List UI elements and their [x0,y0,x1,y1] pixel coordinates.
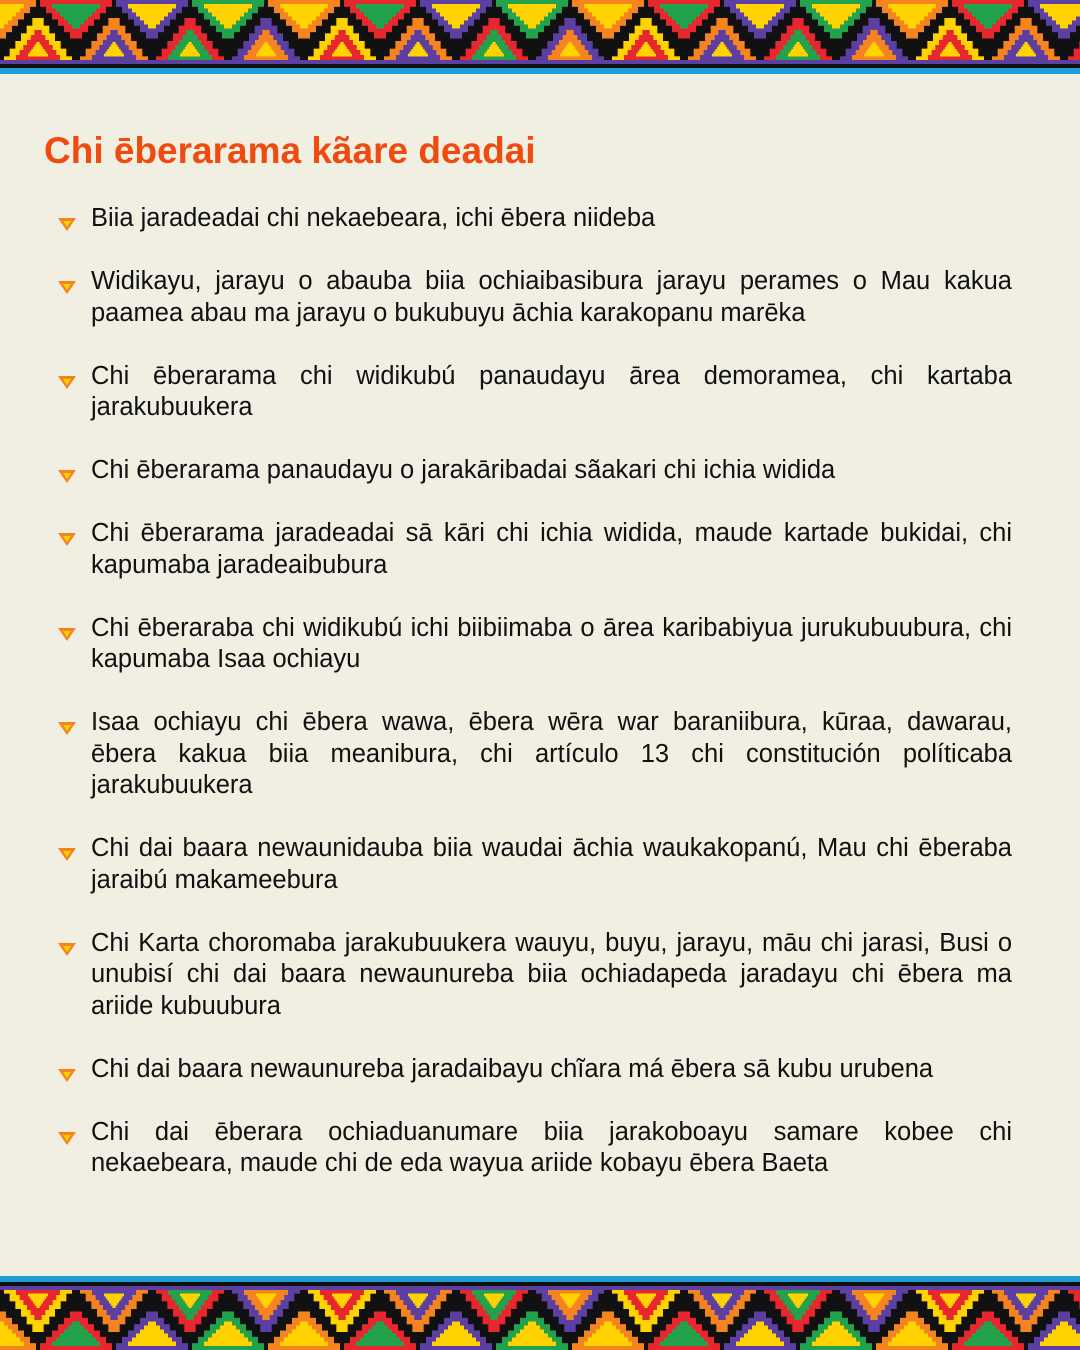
list-item-text: Chi ēberarama jaradeadai sā kāri chi ichia widida, maude kartade bukidai, chi kapumaba jaradeaibubura [91,519,1012,579]
list-item-text: Biia jaradeadai chi nekaebeara, ichi ēbera niideba [91,204,656,232]
triangle-bullet-icon [57,713,77,729]
list-item-text: Chi dai ēberara ochiaduanumare biia jarakoboayu samare kobee chi nekaebeara, maude chi de eda wayua ariide kobayu ēbera Baeta [91,1117,1012,1177]
list-item [56,455,1012,487]
list-item [56,266,1012,329]
page-title: Chi ēberarama kãare deadai [44,130,536,171]
triangle-bullet-icon [57,1123,77,1139]
list-item [56,707,1012,802]
list-item-text: Chi Karta choromaba jarakubuukera wauyu, buyu, jarayu, māu chi jarasi, Busi o unubisí chi dai baara newaunureba biia ochiadapeda jaradayu chi ēbera ma ariide kubuubura [91,928,1012,1020]
top-decorative-border [0,0,1080,80]
list-item [56,518,1012,581]
list-item [56,613,1012,676]
list-item [56,1054,1012,1086]
triangle-bullet-icon [57,839,77,855]
list-item [56,1117,1012,1180]
triangle-bullet-icon [57,619,77,635]
triangle-bullet-icon [57,934,77,950]
list-item-text: Chi ēberarama chi widikubú panaudayu ārea demoramea, chi kartaba jarakubuukera [91,361,1012,421]
list-item [56,833,1012,896]
triangle-bullet-icon [57,367,77,383]
list-item-text: Isaa ochiayu chi ēbera wawa, ēbera wēra war baraniibura, kūraa, dawarau, ēbera kakua biia meanibura, chi artículo 13 chi constitución políticaba jarakubuukera [91,708,1012,799]
list-item-text: Chi dai baara newaunureba jaradaibayu chĩara má ēbera sā kubu urubena [91,1054,934,1083]
list-item-text: Chi ēberarama panaudayu o jarakāribadai sãakari chi ichia widida [91,456,836,484]
list-item [56,203,1012,235]
triangle-bullet-icon [57,461,77,477]
bullet-list [56,203,1012,1211]
triangle-bullet-icon [57,1060,77,1076]
triangle-bullet-icon [57,209,77,225]
list-item-text: Chi ēberaraba chi widikubú ichi biibiimaba o ārea karibabiyua jurukubuubura, chi kapumaba Isaa ochiayu [91,613,1012,673]
list-item [56,361,1012,424]
bottom-decorative-border [0,1270,1080,1350]
list-item-text: Chi dai baara newaunidauba biia waudai āchia waukakopanú, Mau chi ēberaba jaraibú makameebura [91,834,1012,894]
triangle-bullet-icon [57,524,77,540]
triangle-bullet-icon [57,272,77,288]
list-item-text: Widikayu, jarayu o abauba biia ochiaibasibura jarayu perames o Mau kakua paamea abau ma jarayu o bukubuyu āchia karakopanu marēka [91,267,1012,327]
list-item [56,928,1012,1023]
